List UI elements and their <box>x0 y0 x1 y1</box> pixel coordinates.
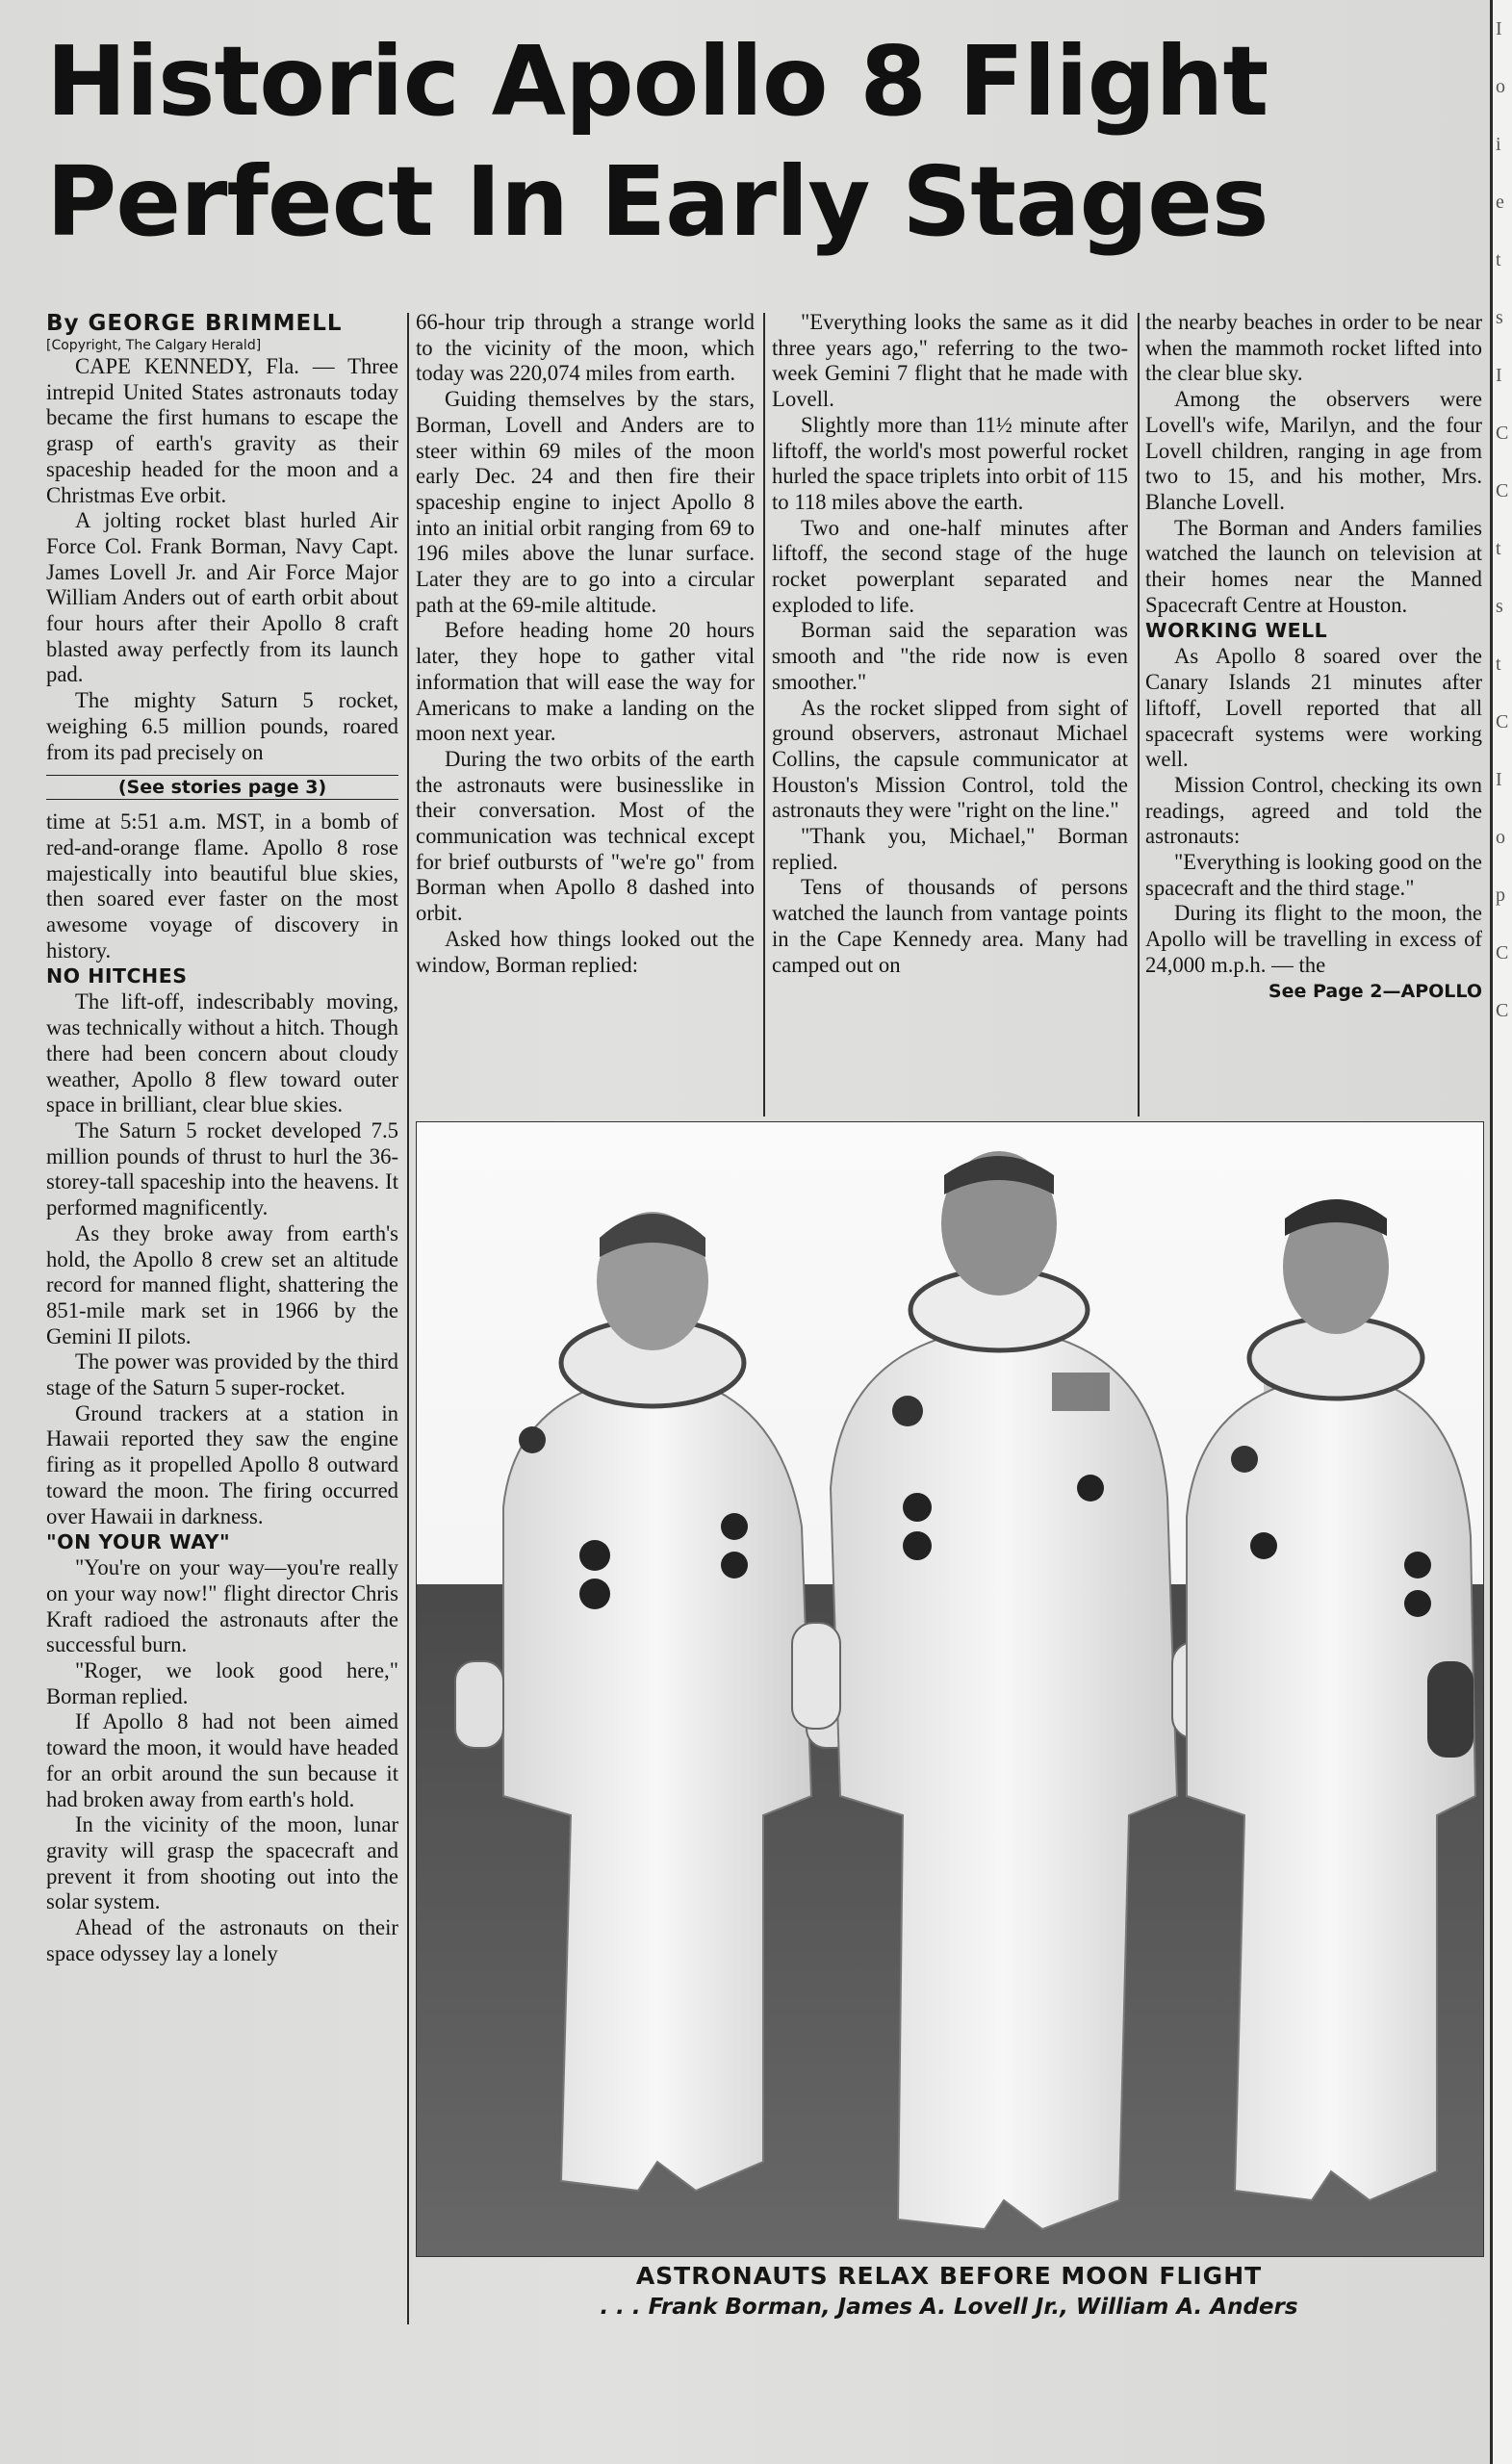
paragraph: "Everything looks the same as it did three years ago," referring to the two-week Gemini 7 flight that he made with Lovell. <box>772 310 1128 412</box>
paragraph: Before heading home 20 hours later, they hope to gather vital information that will ease the way for Americans to make a landing on the moon next year. <box>416 618 755 746</box>
paragraph: The lift-off, indescribably moving, was technically without a hitch. Though there had been concern about cloudy weather, Apollo 8 flew toward outer space in brilliant, clear blue skies. <box>46 989 398 1117</box>
column-rule-2 <box>763 313 765 1116</box>
paragraph: Asked how things looked out the window, Borman replied: <box>416 926 755 977</box>
paragraph: Borman said the separation was smooth and "the ride now is even smoother." <box>772 618 1128 694</box>
edge-glyph: s <box>1496 307 1503 328</box>
paragraph: The mighty Saturn 5 rocket, weighing 6.5 million pounds, roared from its pad precisely on <box>46 688 398 764</box>
subhead-on-your-way: "ON YOUR WAY" <box>46 1530 231 1554</box>
paragraph: In the vicinity of the moon, lunar gravity will grasp the spacecraft and prevent it from shooting out into the solar system. <box>46 1812 398 1914</box>
paragraph: "Everything is looking good on the spacecraft and the third stage." <box>1145 850 1482 900</box>
paragraph: 66-hour trip through a strange world to the vicinity of the moon, which today was 220,074 miles from earth. <box>416 310 755 386</box>
caption-names: . . . Frank Borman, James A. Lovell Jr., William A. Anders <box>600 2295 1298 2320</box>
paragraph: As the rocket slipped from sight of ground observers, astronaut Michael Collins, the capsule communicator at Houston's Mission Control, told the astronauts they were "right on the line." <box>772 695 1128 823</box>
paragraph: Tens of thousands of persons watched the launch from vantage points in the Cape Kennedy area. Many had camped out on <box>772 875 1128 977</box>
edge-glyph: p <box>1496 885 1505 906</box>
edge-glyph: C <box>1496 1000 1509 1021</box>
article-column-2 <box>416 310 755 978</box>
paragraph: The Borman and Anders families watched the launch on television at their homes near the Manned Spacecraft Centre at Houston. <box>1145 515 1482 617</box>
paragraph: As they broke away from earth's hold, the Apollo 8 crew set an altitude record for manned flight, shattering the 851-mile mark set in 1966 by the Gemini II pilots. <box>46 1220 398 1348</box>
paragraph: "Thank you, Michael," Borman replied. <box>772 824 1128 874</box>
article-column-3 <box>772 310 1128 978</box>
edge-glyph: o <box>1496 827 1505 848</box>
paragraph: If Apollo 8 had not been aimed toward the moon, it would have headed for an orbit around the sun because it had broken away from earth's hold. <box>46 1709 398 1811</box>
edge-glyph: C <box>1496 423 1509 444</box>
edge-glyph: I <box>1496 18 1502 39</box>
paragraph: "Roger, we look good here," Borman replied. <box>46 1658 398 1708</box>
copyright-line: [Copyright, The Calgary Herald] <box>46 338 262 353</box>
paragraph: Two and one-half minutes after liftoff, the second stage of the huge rocket powerplant separated and exploded to life. <box>772 515 1128 617</box>
edge-glyph: C <box>1496 480 1509 501</box>
edge-glyph: I <box>1496 769 1502 790</box>
paragraph: Ground trackers at a station in Hawaii reported they saw the engine firing as it propelled Apollo 8 outward toward the moon. The firing occurred over Hawaii in darkness. <box>46 1400 398 1528</box>
paragraph: During the two orbits of the earth the astronauts were businesslike in their conversation. Most of the communication was technical except for brief outbursts of "we're go" from Borman when Apollo 8 dashed into orbit. <box>416 746 755 926</box>
headline <box>46 21 1451 262</box>
article-column-1 <box>46 310 398 1966</box>
edge-glyph: i <box>1496 134 1501 155</box>
column-rule-3 <box>1138 313 1140 1116</box>
headline-line-2: Perfect In Early Stages <box>46 145 1269 258</box>
continued-reference: See Page 2—APOLLO <box>1268 980 1482 1002</box>
byline: By GEORGE BRIMMELL <box>46 311 343 336</box>
edge-glyph: o <box>1496 76 1505 97</box>
paragraph: time at 5:51 a.m. MST, in a bomb of red-and-orange flame. Apollo 8 rose majestically into beautiful blue skies, then soared ever faster on the most awesome voyage of discovery in history. <box>46 809 398 962</box>
edge-glyph: s <box>1496 596 1503 617</box>
paragraph: Guiding themselves by the stars, Borman, Lovell and Anders are to steer within 69 miles of the moon early Dec. 24 and then fire their spaceship engine to inject Apollo 8 into an initial orbit ranging from 69 to 196 miles above the lunar surface. Later they are to go into a circular path at the 69-mile altitude. <box>416 387 755 617</box>
edge-glyph: C <box>1496 942 1509 963</box>
photo-caption <box>416 2260 1482 2323</box>
paragraph: the nearby beaches in order to be near when the mammoth rocket lifted into the clear blue sky. <box>1145 310 1482 386</box>
astronauts-photo-illustration <box>417 1122 1483 2256</box>
paragraph: Among the observers were Lovell's wife, Marilyn, and the four Lovell children, ranging in age from two to 15, and his mother, Mrs. Blanche Lovell. <box>1145 387 1482 514</box>
edge-glyph: I <box>1496 365 1502 386</box>
article-column-4 <box>1145 310 1482 1004</box>
column-rule-1 <box>407 313 409 2324</box>
edge-glyph: t <box>1496 654 1501 675</box>
headline-line-1: Historic Apollo 8 Flight <box>46 25 1269 138</box>
paragraph: During its flight to the moon, the Apollo will be travelling in excess of 24,000 m.p.h. — the <box>1145 901 1482 977</box>
paragraph: Ahead of the astronauts on their space odyssey lay a lonely <box>46 1915 398 1965</box>
paragraph: The power was provided by the third stage of the Saturn 5 super-rocket. <box>46 1349 398 1400</box>
paragraph: "You're on your way—you're really on your way now!" flight director Chris Kraft radioed the astronauts after the successful burn. <box>46 1555 398 1657</box>
paragraph: CAPE KENNEDY, Fla. — Three intrepid United States astronauts today became the first humans to escape the grasp of earth's gravity as their spaceship headed for the moon and a Christmas Eve orbit. <box>46 354 398 507</box>
paragraph: Mission Control, checking its own readings, agreed and told the astronauts: <box>1145 772 1482 849</box>
edge-glyph: t <box>1496 249 1501 270</box>
paragraph: A jolting rocket blast hurled Air Force Col. Frank Borman, Navy Capt. James Lovell Jr. and Air Force Major William Anders out of earth orbit about four hours after their Apollo 8 craft blasted away perfectly from its launch pad. <box>46 508 398 687</box>
edge-glyph: e <box>1496 192 1504 213</box>
subhead-working-well: WORKING WELL <box>1145 619 1328 643</box>
subhead-no-hitches: NO HITCHES <box>46 964 188 988</box>
paragraph: Slightly more than 11½ minute after liftoff, the world's most powerful rocket hurled the space triplets into orbit of 115 to 118 miles above the earth. <box>772 412 1128 514</box>
edge-glyph: C <box>1496 711 1509 732</box>
paragraph: As Apollo 8 soared over the Canary Islands 21 minutes after liftoff, Lovell reported that all spacecraft systems were working well. <box>1145 644 1482 772</box>
astronauts-photo <box>416 1121 1484 2257</box>
caption-title: ASTRONAUTS RELAX BEFORE MOON FLIGHT <box>635 2262 1263 2290</box>
paragraph: The Saturn 5 rocket developed 7.5 million pounds of thrust to hurl the 36-storey-tall spaceship into the heavens. It performed magnificently. <box>46 1117 398 1220</box>
see-stories-reference: (See stories page 3) <box>46 773 398 802</box>
edge-glyph: t <box>1496 538 1501 559</box>
adjacent-page-edge <box>1490 0 1512 2464</box>
